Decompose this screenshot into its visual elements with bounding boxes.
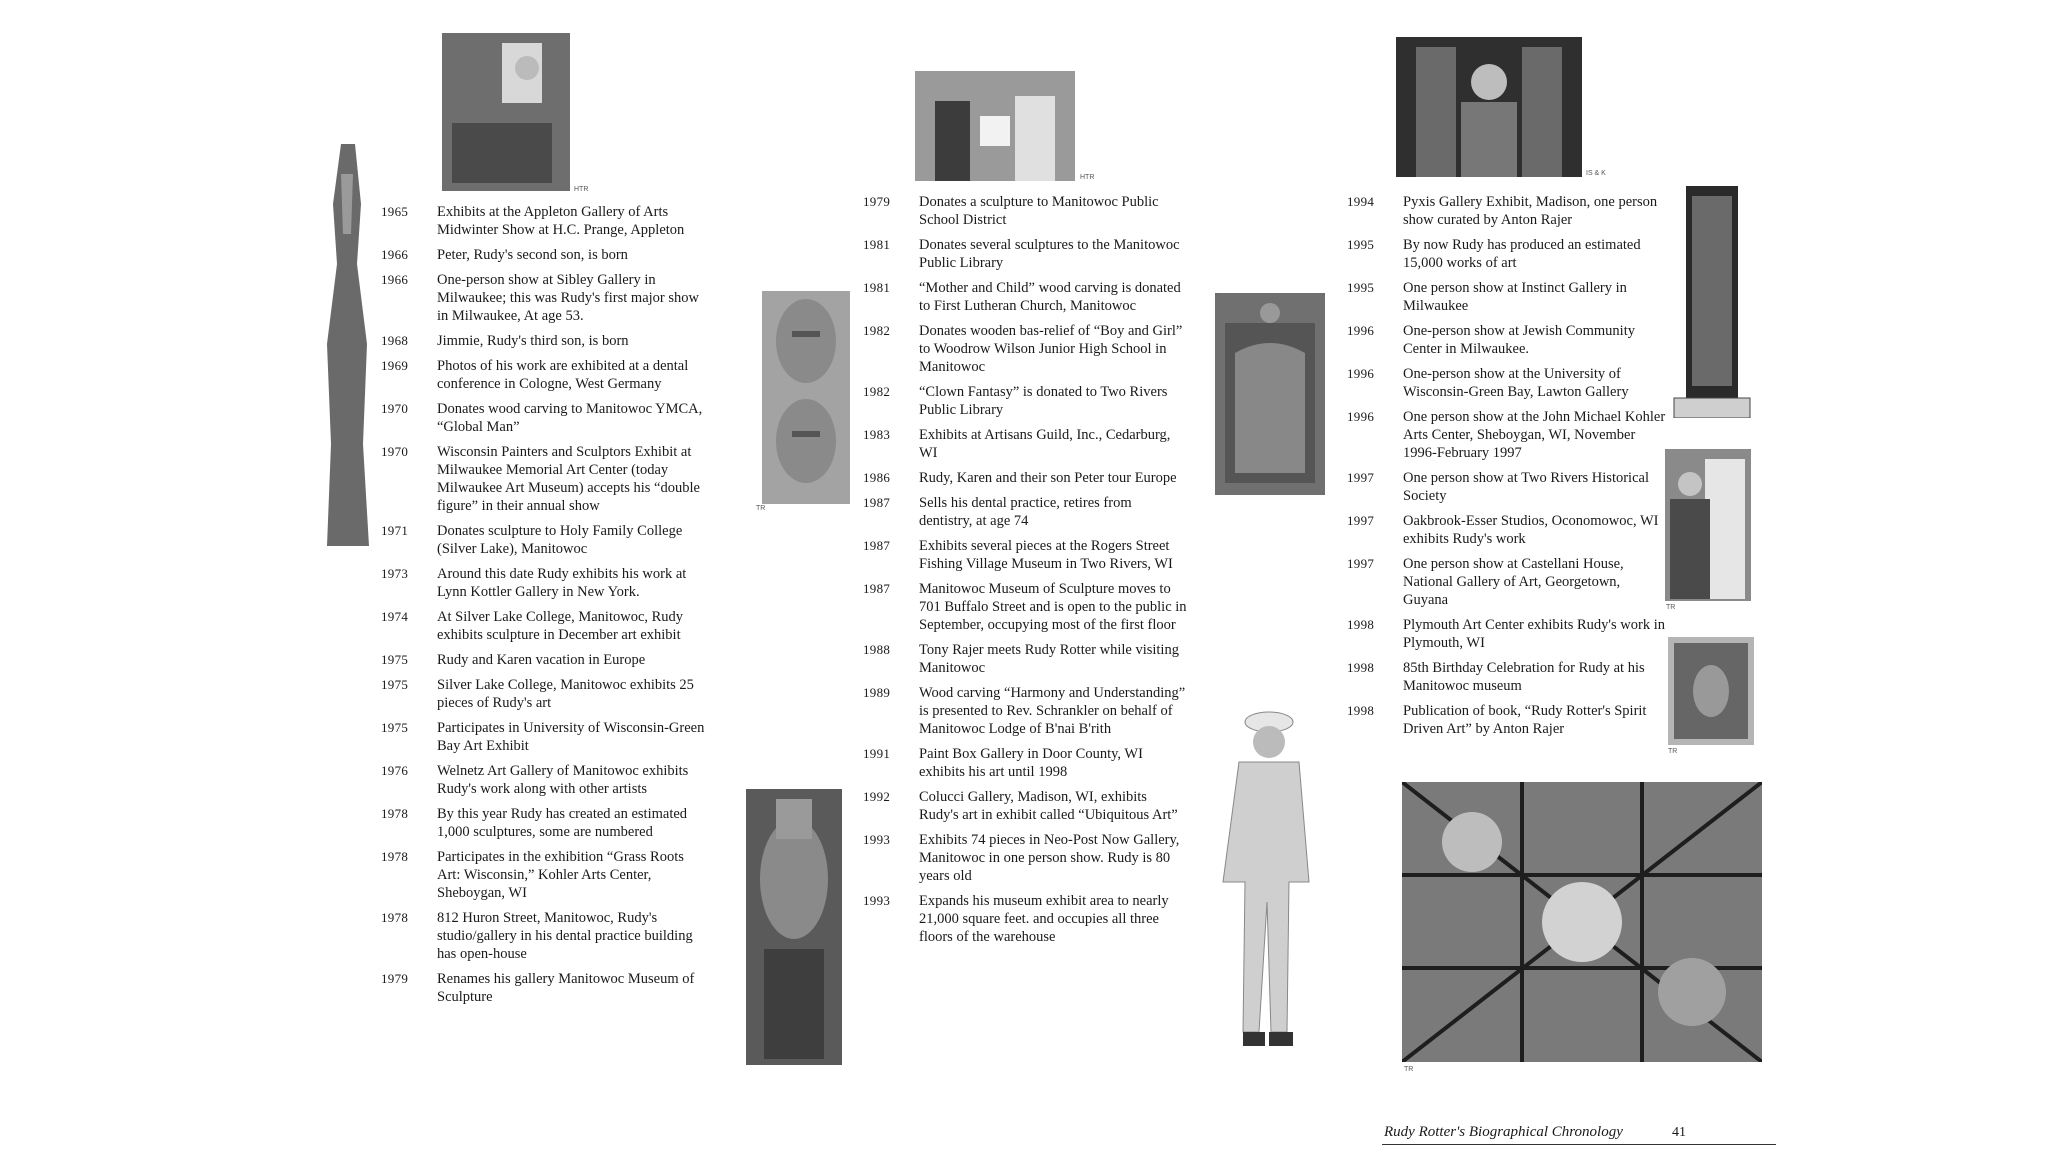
entry-year: 1983 [863,427,891,442]
entry-year: 1969 [381,358,409,373]
entry-text: Jimmie, Rudy's third son, is born [437,333,629,349]
entry-year: 1971 [381,523,409,538]
list-item [381,651,706,669]
list-item [381,565,706,601]
list-item [863,279,1188,315]
list-item [863,892,1188,946]
list-item [1347,512,1667,548]
entry-year: 1970 [381,444,409,459]
photo-credit: HTR [1080,174,1095,181]
entry-year: 1970 [381,401,409,416]
entry-text: Around this date Rudy exhibits his work at Lynn Kottler Gallery in New York. [437,566,687,600]
photo-bas-relief [1215,293,1325,495]
entry-text: Tony Rajer meets Rudy Rotter while visiting Manitowoc [919,642,1179,676]
entry-year: 1979 [381,971,409,986]
entry-text: Donates a sculpture to Manitowoc Public School District [919,194,1159,228]
list-item [863,193,1188,229]
list-item [381,357,706,393]
entry-text: Exhibits at the Appleton Gallery of Arts Midwinter Show at H.C. Prange, Appleton [437,204,685,238]
page-number: 41 [1672,1125,1686,1140]
list-item [381,719,706,755]
list-item [863,788,1188,824]
entry-year: 1996 [1347,409,1375,424]
list-item [863,684,1188,738]
list-item [1347,469,1667,505]
entry-year: 1995 [1347,237,1375,252]
entry-year: 1986 [863,470,891,485]
list-item [381,909,706,963]
photo-credit: TR [1404,1066,1414,1073]
entry-year: 1989 [863,685,891,700]
entry-text: Donates several sculptures to the Manitowoc Public Library [919,237,1180,271]
list-item [381,522,706,558]
entry-text: 812 Huron Street, Manitowoc, Rudy's studio/gallery in his dental practice building has open-house [437,910,693,962]
entry-text: Exhibits several pieces at the Rogers Street Fishing Village Museum in Two Rivers, WI [919,538,1173,572]
entry-text: Pyxis Gallery Exhibit, Madison, one person show curated by Anton Rajer [1403,194,1658,228]
list-item [863,580,1188,634]
list-item [381,805,706,841]
photo-carved-faces [762,291,850,504]
entry-year: 1973 [381,566,409,581]
entry-text: Colucci Gallery, Madison, WI, exhibits Rudy's art in exhibit called “Ubiquitous Art” [919,789,1178,823]
list-item [863,322,1188,376]
entry-text: One-person show at Jewish Community Center in Milwaukee. [1403,323,1635,357]
entry-text: Rudy, Karen and their son Peter tour Europe [919,470,1177,486]
entry-text: One-person show at Sibley Gallery in Milwaukee; this was Rudy's first major show in Milwaukee, At age 53. [437,272,699,324]
chronology-column-3 [1347,193,1667,745]
entry-text: Donates sculpture to Holy Family College (Silver Lake), Manitowoc [437,523,683,557]
entry-text: Donates wooden bas-relief of “Boy and Girl” to Woodrow Wilson Junior High School in Manitowoc [919,323,1183,375]
entry-year: 1987 [863,495,891,510]
list-item [1347,616,1667,652]
entry-text: One person show at Instinct Gallery in Milwaukee [1403,280,1627,314]
entry-year: 1994 [1347,194,1375,209]
entry-text: One person show at Castellani House, National Gallery of Art, Georgetown, Guyana [1403,556,1624,608]
photo-tall-vase [1672,186,1752,418]
entry-year: 1975 [381,652,409,667]
entry-text: “Mother and Child” wood carving is donated to First Lutheran Church, Manitowoc [919,280,1181,314]
entry-text: Expands his museum exhibit area to nearly 21,000 square feet. and occupies all three floors of the warehouse [919,893,1169,945]
entry-text: By this year Rudy has created an estimated 1,000 sculptures, some are numbered [437,806,688,840]
list-item [863,641,1188,677]
entry-year: 1991 [863,746,891,761]
entry-year: 1978 [381,806,409,821]
entry-year: 1988 [863,642,891,657]
photo-credit: TR [1668,748,1678,755]
entry-year: 1982 [863,384,891,399]
entry-year: 1982 [863,323,891,338]
list-item [1347,659,1667,695]
entry-text: One person show at the John Michael Kohler Arts Center, Sheboygan, WI, November 1996-February 1997 [1403,409,1666,461]
photo-framed-panel [1668,637,1754,745]
list-item [863,236,1188,272]
entry-text: Manitowoc Museum of Sculpture moves to 701 Buffalo Street and is open to the public in September, occupying most of the first floor [919,581,1187,633]
list-item [381,970,706,1006]
entry-text: Participates in the exhibition “Grass Roots Art: Wisconsin,” Kohler Arts Center, Sheboygan, WI [437,849,684,901]
entry-text: Donates wood carving to Manitowoc YMCA, “Global Man” [437,401,703,435]
photo-credit: TR [1666,604,1676,611]
list-item [863,831,1188,885]
photo-credit: HTR [574,186,589,193]
entry-year: 1987 [863,538,891,553]
entry-year: 1976 [381,763,409,778]
photo-rudy-portrait [1396,37,1582,177]
photo-rudy-standing [1209,702,1317,1060]
entry-year: 1995 [1347,280,1375,295]
list-item [381,762,706,798]
list-item [381,271,706,325]
entry-year: 1987 [863,581,891,596]
entry-year: 1997 [1347,513,1375,528]
photo-totem-tall [323,144,372,546]
entry-text: Exhibits 74 pieces in Neo-Post Now Gallery, Manitowoc in one person show. Rudy is 80 years old [919,832,1180,884]
entry-text: Peter, Rudy's second son, is born [437,247,628,263]
footer-title: Rudy Rotter's Biographical Chronology [1384,1124,1623,1140]
entry-year: 1981 [863,280,891,295]
entry-year: 1993 [863,893,891,908]
entry-year: 1997 [1347,556,1375,571]
entry-text: Paint Box Gallery in Door County, WI exhibits his art until 1998 [919,746,1143,780]
list-item [1347,279,1667,315]
entry-year: 1975 [381,677,409,692]
photo-credit: IS & K [1586,170,1606,177]
entry-year: 1974 [381,609,409,624]
entry-text: Wisconsin Painters and Sculptors Exhibit at Milwaukee Memorial Art Center (today Milwaukee Art Museum) accepts his “double figure” in their annual show [437,444,700,514]
entry-text: Publication of book, “Rudy Rotter's Spirit Driven Art” by Anton Rajer [1403,703,1647,737]
list-item [381,676,706,712]
entry-text: Plymouth Art Center exhibits Rudy's work in Plymouth, WI [1403,617,1665,651]
entry-year: 1996 [1347,323,1375,338]
photo-donation-group [915,71,1075,181]
entry-year: 1966 [381,272,409,287]
entry-year: 1992 [863,789,891,804]
list-item [381,443,706,515]
list-item [381,332,706,350]
entry-text: Rudy and Karen vacation in Europe [437,652,646,668]
entry-text: 85th Birthday Celebration for Rudy at his Manitowoc museum [1403,660,1645,694]
entry-text: One person show at Two Rivers Historical Society [1403,470,1649,504]
entry-text: Photos of his work are exhibited at a dental conference in Cologne, West Germany [437,358,689,392]
photo-rudy-signing [1665,449,1751,601]
list-item [863,537,1188,573]
entry-year: 1978 [381,849,409,864]
photo-credit: TR [756,505,766,512]
list-item [863,469,1188,487]
list-item [863,494,1188,530]
list-item [381,203,706,239]
list-item [863,426,1188,462]
photo-carved-figure [746,789,842,1065]
entry-text: “Clown Fantasy” is donated to Two Rivers Public Library [919,384,1168,418]
entry-year: 1965 [381,204,409,219]
photo-rudy-in-studio [442,33,570,191]
list-item [1347,322,1667,358]
list-item [1347,365,1667,401]
entry-year: 1997 [1347,470,1375,485]
list-item [381,246,706,264]
entry-year: 1968 [381,333,409,348]
list-item [381,400,706,436]
chronology-column-2 [863,193,1188,953]
entry-year: 1978 [381,910,409,925]
entry-text: Oakbrook-Esser Studios, Oconomowoc, WI exhibits Rudy's work [1403,513,1659,547]
entry-year: 1998 [1347,617,1375,632]
entry-text: Wood carving “Harmony and Understanding” is presented to Rev. Schrankler on behalf of Manitowoc Lodge of B'nai B'rith [919,685,1186,737]
entry-text: At Silver Lake College, Manitowoc, Rudy exhibits sculpture in December art exhibit [437,609,684,643]
footer-rule [1382,1144,1776,1145]
list-item [1347,555,1667,609]
list-item [1347,702,1667,738]
list-item [1347,193,1667,229]
entry-text: By now Rudy has produced an estimated 15,000 works of art [1403,237,1641,271]
entry-text: One-person show at the University of Wisconsin-Green Bay, Lawton Gallery [1403,366,1629,400]
entry-text: Exhibits at Artisans Guild, Inc., Cedarburg, WI [919,427,1171,461]
entry-year: 1981 [863,237,891,252]
entry-year: 1975 [381,720,409,735]
list-item [863,383,1188,419]
entry-text: Renames his gallery Manitowoc Museum of Sculpture [437,971,695,1005]
entry-text: Participates in University of Wisconsin-Green Bay Art Exhibit [437,720,705,754]
entry-year: 1998 [1347,660,1375,675]
entry-text: Sells his dental practice, retires from dentistry, at age 74 [919,495,1132,529]
list-item [863,745,1188,781]
list-item [381,848,706,902]
list-item [1347,236,1667,272]
entry-year: 1996 [1347,366,1375,381]
entry-text: Welnetz Art Gallery of Manitowoc exhibits Rudy's work along with other artists [437,763,689,797]
entry-year: 1966 [381,247,409,262]
chronology-column-1 [381,203,706,1013]
entry-year: 1998 [1347,703,1375,718]
entry-year: 1979 [863,194,891,209]
entry-text: Silver Lake College, Manitowoc exhibits 25 pieces of Rudy's art [437,677,694,711]
photo-stained-glass [1402,782,1762,1062]
entry-year: 1993 [863,832,891,847]
list-item [1347,408,1667,462]
list-item [381,608,706,644]
